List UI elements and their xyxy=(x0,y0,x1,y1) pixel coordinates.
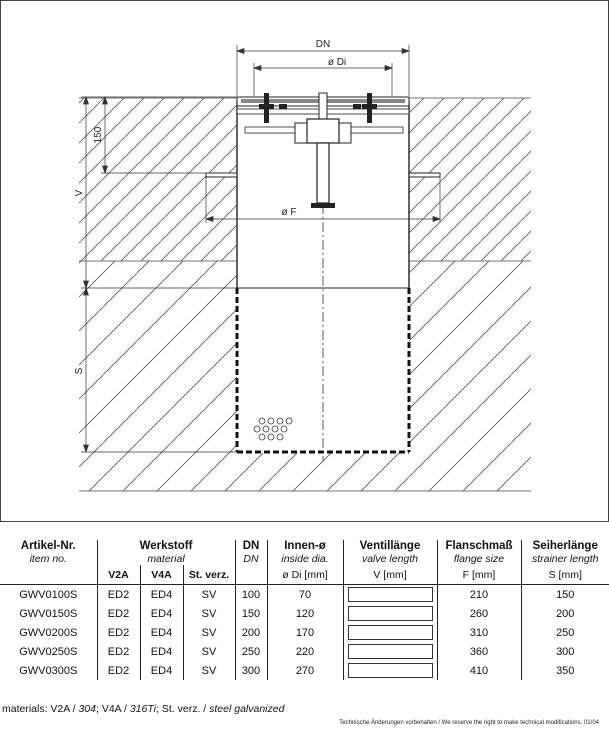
inside-dia-cell: 170 xyxy=(267,623,343,642)
item-no-cell: GWV0150S xyxy=(19,607,78,620)
table-row xyxy=(0,623,609,642)
item-no-cell: GWV0200S xyxy=(19,626,78,639)
valve-length-box xyxy=(348,606,433,621)
dn-cell: 250 xyxy=(235,642,267,661)
st-verz-cell: SV xyxy=(183,661,235,680)
valve-length-box xyxy=(348,663,433,678)
header-item-no: Artikel-Nr. item no. xyxy=(20,540,76,565)
st-verz-cell: SV xyxy=(183,623,235,642)
di-dimension xyxy=(254,63,392,96)
s-label: S xyxy=(74,367,85,375)
header-dn: DN DN xyxy=(235,540,267,565)
flange-size-cell: 210 xyxy=(437,585,521,605)
st-verz-cell: SV xyxy=(183,604,235,623)
valve-length-cell xyxy=(343,661,437,680)
height-150-label: 150 xyxy=(93,126,104,144)
header-st-verz: St. verz. xyxy=(183,565,235,585)
flange-size-cell: 410 xyxy=(437,661,521,680)
v2a-cell: ED2 xyxy=(97,623,140,642)
v4a-cell: ED4 xyxy=(140,604,183,623)
v4a-cell: ED4 xyxy=(140,661,183,680)
table-body xyxy=(0,585,609,681)
inside-dia-cell: 120 xyxy=(267,604,343,623)
valve-length-cell xyxy=(343,604,437,623)
table-row xyxy=(0,642,609,661)
unit-v: V [mm] xyxy=(343,565,437,585)
flange-size-cell: 360 xyxy=(437,642,521,661)
valve-length-box xyxy=(348,625,433,640)
strainer-length-cell: 350 xyxy=(521,661,609,680)
v2a-cell: ED2 xyxy=(97,642,140,661)
item-no-cell: GWV0100S xyxy=(0,585,97,605)
specification-table xyxy=(0,540,609,680)
v2a-cell: ED2 xyxy=(97,585,140,605)
unit-s: S [mm] xyxy=(521,565,609,585)
header-strainer-length: Seiherlänge strainer length xyxy=(521,540,609,565)
header-v2a: V2A xyxy=(97,565,140,585)
table-row xyxy=(0,661,609,680)
dn-label: DN xyxy=(315,39,331,50)
v4a-cell: ED4 xyxy=(140,642,183,661)
f-label: ø F xyxy=(281,207,297,218)
flange-size-cell: 310 xyxy=(437,623,521,642)
header-material: Werkstoff material xyxy=(97,540,235,565)
item-no-cell: GWV0300S xyxy=(19,664,78,677)
unit-spacer xyxy=(0,565,97,585)
st-verz-cell: SV xyxy=(183,585,235,605)
inside-dia-cell: 270 xyxy=(267,661,343,680)
v4a-cell: ED4 xyxy=(140,585,183,605)
disclaimer-footnote: Technische Änderungen vorbehalten / We reserve the right to make technical modifications. 01/04 xyxy=(339,720,599,726)
v4a-cell: ED4 xyxy=(140,623,183,642)
inside-dia-cell: 70 xyxy=(267,585,343,605)
unit-dn xyxy=(235,565,267,585)
strainer-length-cell: 300 xyxy=(521,642,609,661)
valve-length-cell xyxy=(343,585,437,605)
header-valve-length: Ventillänge valve length xyxy=(343,540,437,565)
strainer-length-cell: 200 xyxy=(521,604,609,623)
v-label: V xyxy=(74,189,85,197)
valve-length-cell xyxy=(343,623,437,642)
dn-cell: 100 xyxy=(235,585,267,605)
strainer-length-cell: 250 xyxy=(521,623,609,642)
inside-dia-cell: 220 xyxy=(267,642,343,661)
table-row xyxy=(0,585,609,605)
header-inside-dia: Innen-ø inside dia. xyxy=(267,540,343,565)
header-v4a: V4A xyxy=(140,565,183,585)
item-no-cell: GWV0250S xyxy=(19,645,78,658)
dn-dimension xyxy=(237,45,409,96)
st-verz-cell: SV xyxy=(183,642,235,661)
unit-f: F [mm] xyxy=(437,565,521,585)
valve-length-cell xyxy=(343,642,437,661)
materials-footer: materials: V2A / 304; V4A / 316Ti; St. verz. / steel galvanized xyxy=(2,703,285,715)
valve-length-box xyxy=(348,587,433,602)
dn-cell: 200 xyxy=(235,623,267,642)
v2a-cell: ED2 xyxy=(97,661,140,680)
unit-di: ø Di [mm] xyxy=(267,565,343,585)
dn-cell: 150 xyxy=(235,604,267,623)
strainer-length-cell: 150 xyxy=(521,585,609,605)
well-point-section-svg xyxy=(1,1,609,523)
di-label: ø Di xyxy=(327,57,347,68)
header-flange-size: Flanschmaß flange size xyxy=(437,540,521,565)
table-row xyxy=(0,604,609,623)
dn-cell: 300 xyxy=(235,661,267,680)
flange-size-cell: 260 xyxy=(437,604,521,623)
valve-length-box xyxy=(348,644,433,659)
v2a-cell: ED2 xyxy=(97,604,140,623)
